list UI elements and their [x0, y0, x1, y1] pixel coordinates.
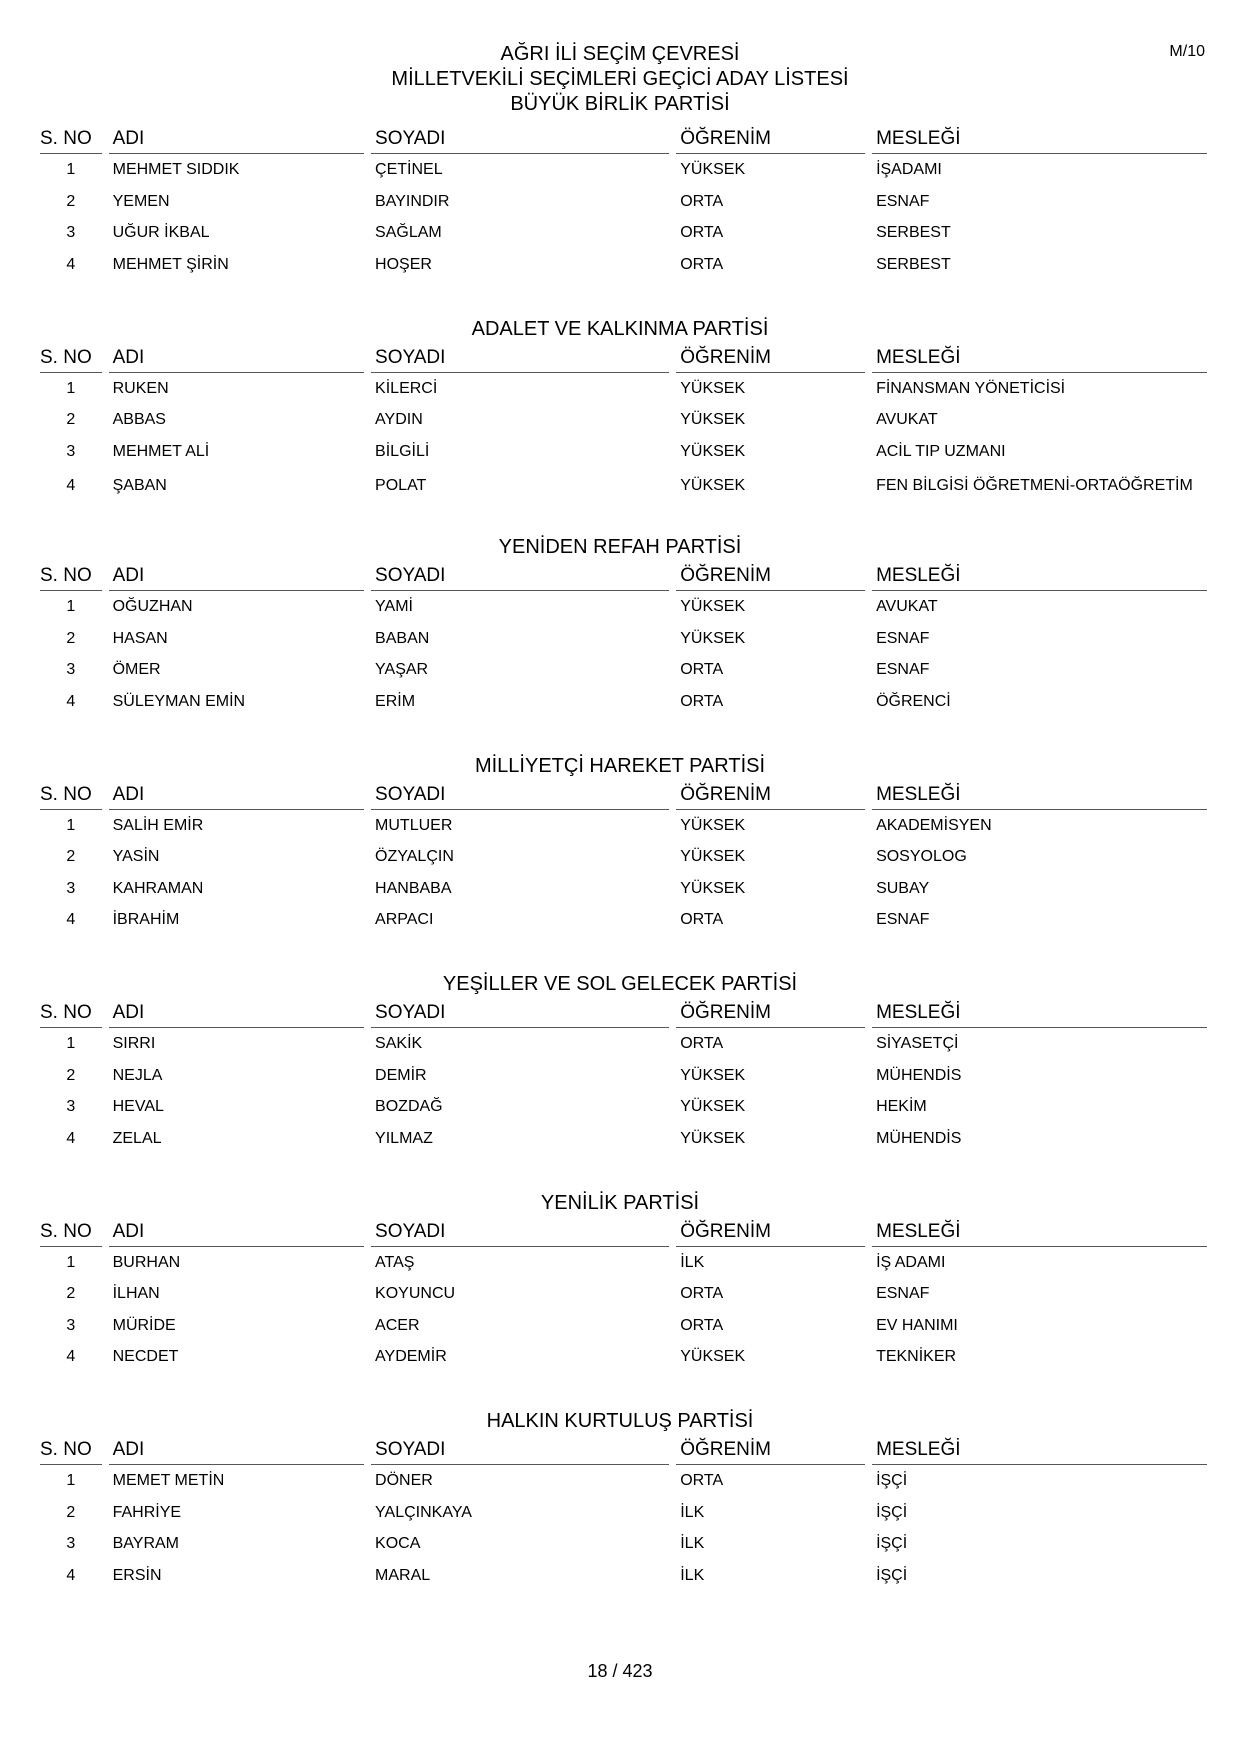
column-header-meslek: MESLEĞİ — [872, 1437, 1207, 1465]
column-header-adi: ADI — [109, 782, 364, 810]
cell-soyadi: YAMİ — [375, 598, 413, 616]
table-row — [40, 686, 1207, 718]
cell-ogrenim: YÜKSEK — [680, 848, 746, 866]
column-header-sno: S. NO — [40, 1437, 102, 1465]
cell-ogrenim: YÜKSEK — [680, 1098, 746, 1116]
cell-no: 1 — [66, 1472, 76, 1490]
cell-adi: BAYRAM — [112, 1535, 179, 1553]
cell-soyadi: DÖNER — [375, 1472, 433, 1490]
column-header-meslek: MESLEĞİ — [872, 782, 1207, 810]
table-row — [40, 467, 1207, 503]
cell-meslek: HEKİM — [876, 1098, 927, 1116]
candidate-table — [40, 345, 1207, 504]
cell-soyadi: YAŞAR — [375, 661, 429, 679]
column-header-sno: S. NO — [40, 126, 102, 154]
table-row — [40, 1465, 1207, 1497]
column-header-sno: S. NO — [40, 563, 102, 591]
cell-ogrenim: İLK — [680, 1566, 705, 1584]
candidate-table — [40, 126, 1207, 280]
candidate-table — [40, 1219, 1207, 1373]
cell-ogrenim: YÜKSEK — [680, 442, 746, 460]
cell-adi: FAHRİYE — [112, 1503, 182, 1521]
cell-soyadi: AYDEMİR — [375, 1348, 447, 1366]
cell-soyadi: AYDIN — [375, 411, 423, 429]
table-row — [40, 249, 1207, 281]
cell-adi: İBRAHİM — [112, 911, 180, 929]
table-row — [40, 436, 1207, 468]
cell-meslek: SERBEST — [876, 255, 951, 273]
party-section — [0, 754, 1240, 973]
cell-meslek: ESNAF — [876, 629, 930, 647]
cell-meslek: ESNAF — [876, 661, 930, 679]
cell-soyadi: ÇETİNEL — [375, 161, 443, 179]
table-row — [40, 1497, 1207, 1529]
cell-soyadi: MUTLUER — [375, 816, 453, 834]
column-header-adi: ADI — [109, 563, 364, 591]
page-number: 18 / 423 — [587, 1661, 653, 1681]
cell-adi: SALİH EMİR — [112, 816, 204, 834]
cell-adi: UĞUR İKBAL — [112, 224, 210, 242]
column-header-soyadi: SOYADI — [371, 1219, 669, 1247]
cell-ogrenim: YÜKSEK — [680, 598, 746, 616]
table-row — [40, 810, 1207, 842]
cell-meslek: SİYASETÇİ — [876, 1035, 959, 1053]
cell-no: 1 — [66, 816, 76, 834]
cell-ogrenim: İLK — [680, 1253, 705, 1271]
table-row — [40, 373, 1207, 405]
cell-ogrenim: ORTA — [680, 692, 724, 710]
cell-adi: HEVAL — [112, 1098, 164, 1116]
cell-ogrenim: ORTA — [680, 1035, 724, 1053]
cell-no: 4 — [66, 911, 76, 929]
cell-soyadi: ATAŞ — [375, 1253, 415, 1271]
cell-no: 3 — [66, 879, 76, 897]
cell-meslek: İŞÇİ — [876, 1472, 908, 1490]
cell-soyadi: ERİM — [375, 692, 416, 710]
cell-ogrenim: ORTA — [680, 224, 724, 242]
table-header — [40, 1219, 1207, 1247]
cell-no: 2 — [66, 1285, 76, 1303]
cell-meslek: İŞÇİ — [876, 1566, 908, 1584]
party-sections — [0, 98, 1240, 1628]
header-line-3: BÜYÜK BİRLİK PARTİSİ — [510, 93, 730, 115]
cell-adi: SÜLEYMAN EMİN — [112, 692, 246, 710]
cell-no: 1 — [66, 379, 76, 397]
cell-no: 2 — [66, 848, 76, 866]
candidate-table — [40, 1437, 1207, 1591]
cell-ogrenim: YÜKSEK — [680, 816, 746, 834]
column-header-sno: S. NO — [40, 1000, 102, 1028]
table-row — [40, 1341, 1207, 1373]
header-line-1: AĞRI İLİ SEÇİM ÇEVRESİ — [500, 43, 740, 65]
column-header-meslek: MESLEĞİ — [872, 1219, 1207, 1247]
table-row — [40, 1091, 1207, 1123]
cell-ogrenim: YÜKSEK — [680, 411, 746, 429]
column-header-ogrenim: ÖĞRENİM — [676, 126, 865, 154]
cell-ogrenim: YÜKSEK — [680, 1066, 746, 1084]
cell-no: 1 — [66, 1253, 76, 1271]
column-header-ogrenim: ÖĞRENİM — [676, 782, 865, 810]
cell-no: 2 — [66, 411, 76, 429]
cell-no: 3 — [66, 1316, 76, 1334]
table-row — [40, 841, 1207, 873]
cell-adi: ABBAS — [112, 411, 166, 429]
cell-ogrenim: YÜKSEK — [680, 476, 746, 494]
party-title: MİLLİYETÇİ HAREKET PARTİSİ — [474, 754, 766, 777]
cell-adi: KAHRAMAN — [112, 879, 204, 897]
table-header — [40, 1437, 1207, 1465]
column-header-meslek: MESLEĞİ — [872, 1000, 1207, 1028]
cell-soyadi: BAYINDIR — [375, 192, 450, 210]
column-header-ogrenim: ÖĞRENİM — [676, 345, 865, 373]
cell-adi: MÜRİDE — [112, 1316, 176, 1334]
cell-soyadi: KOYUNCU — [375, 1285, 456, 1303]
table-header — [40, 563, 1207, 591]
column-header-soyadi: SOYADI — [371, 782, 669, 810]
table-header — [40, 1000, 1207, 1028]
column-header-ogrenim: ÖĞRENİM — [676, 563, 865, 591]
candidate-table — [40, 563, 1207, 717]
cell-ogrenim: YÜKSEK — [680, 379, 746, 397]
cell-soyadi: ARPACI — [375, 911, 434, 929]
table-row — [40, 1060, 1207, 1092]
column-header-adi: ADI — [109, 345, 364, 373]
cell-soyadi: ACER — [375, 1316, 420, 1334]
party-section — [0, 317, 1240, 536]
cell-meslek: İŞÇİ — [876, 1503, 908, 1521]
party-section — [0, 535, 1240, 754]
cell-meslek: AVUKAT — [876, 411, 938, 429]
cell-adi: HASAN — [112, 629, 168, 647]
cell-soyadi: SAKİK — [375, 1035, 423, 1053]
cell-adi: MEHMET SIDDIK — [112, 161, 240, 179]
cell-adi: RUKEN — [112, 379, 169, 397]
cell-meslek: FİNANSMAN YÖNETİCİSİ — [876, 379, 1066, 397]
table-row — [40, 873, 1207, 905]
cell-meslek: FEN BİLGİSİ ÖĞRETMENİ-ORTAÖĞRETİM — [876, 476, 1193, 494]
cell-soyadi: YILMAZ — [375, 1129, 433, 1147]
cell-meslek: ESNAF — [876, 1285, 930, 1303]
cell-meslek: ESNAF — [876, 192, 930, 210]
cell-soyadi: KİLERCİ — [375, 379, 438, 397]
cell-meslek: İŞÇİ — [876, 1535, 908, 1553]
table-header — [40, 126, 1207, 154]
table-row — [40, 654, 1207, 686]
table-row — [40, 1560, 1207, 1592]
column-header-soyadi: SOYADI — [371, 345, 669, 373]
cell-no: 4 — [66, 1566, 76, 1584]
column-header-adi: ADI — [109, 1219, 364, 1247]
page-code: M/10 — [1169, 43, 1205, 60]
cell-no: 3 — [66, 1098, 76, 1116]
party-title: YENİLİK PARTİSİ — [540, 1191, 700, 1214]
column-header-sno: S. NO — [40, 782, 102, 810]
cell-no: 3 — [66, 442, 76, 460]
table-row — [40, 217, 1207, 249]
cell-meslek: İŞ ADAMI — [876, 1253, 946, 1271]
table-header — [40, 345, 1207, 373]
cell-ogrenim: YÜKSEK — [680, 879, 746, 897]
table-row — [40, 154, 1207, 186]
cell-meslek: SOSYOLOG — [876, 848, 967, 866]
column-header-soyadi: SOYADI — [371, 563, 669, 591]
cell-soyadi: YALÇINKAYA — [375, 1503, 472, 1521]
cell-adi: MEHMET ŞİRİN — [112, 255, 229, 273]
table-row — [40, 904, 1207, 936]
cell-no: 4 — [66, 1348, 76, 1366]
table-row — [40, 623, 1207, 655]
cell-meslek: AVUKAT — [876, 598, 938, 616]
table-row — [40, 404, 1207, 436]
cell-adi: YASİN — [112, 848, 160, 866]
cell-no: 4 — [66, 1129, 76, 1147]
cell-no: 3 — [66, 661, 76, 679]
cell-adi: ZELAL — [112, 1129, 162, 1147]
cell-soyadi: POLAT — [375, 476, 427, 494]
candidate-table — [40, 782, 1207, 936]
cell-ogrenim: ORTA — [680, 255, 724, 273]
column-header-sno: S. NO — [40, 1219, 102, 1247]
cell-no: 1 — [66, 161, 76, 179]
party-section — [0, 98, 1240, 317]
party-section — [0, 1191, 1240, 1410]
table-row — [40, 1278, 1207, 1310]
column-header-meslek: MESLEĞİ — [872, 126, 1207, 154]
cell-soyadi: SAĞLAM — [375, 224, 442, 242]
cell-adi: İLHAN — [112, 1285, 160, 1303]
column-header-ogrenim: ÖĞRENİM — [676, 1000, 865, 1028]
column-header-ogrenim: ÖĞRENİM — [676, 1437, 865, 1465]
cell-meslek: İŞADAMI — [876, 161, 942, 179]
cell-no: 1 — [66, 598, 76, 616]
cell-ogrenim: YÜKSEK — [680, 1348, 746, 1366]
table-row — [40, 1028, 1207, 1060]
cell-no: 3 — [66, 1535, 76, 1553]
party-section — [0, 972, 1240, 1191]
cell-no: 4 — [66, 476, 76, 494]
cell-adi: NECDET — [112, 1348, 179, 1366]
cell-no: 2 — [66, 1066, 76, 1084]
cell-soyadi: HANBABA — [375, 879, 452, 897]
cell-no: 2 — [66, 192, 76, 210]
cell-meslek: MÜHENDİS — [876, 1066, 962, 1084]
cell-meslek: SUBAY — [876, 879, 930, 897]
cell-ogrenim: ORTA — [680, 1472, 724, 1490]
cell-meslek: ESNAF — [876, 911, 930, 929]
cell-meslek: ACİL TIP UZMANI — [876, 442, 1006, 460]
table-row — [40, 186, 1207, 218]
party-title: HALKIN KURTULUŞ PARTİSİ — [486, 1410, 754, 1432]
column-header-ogrenim: ÖĞRENİM — [676, 1219, 865, 1247]
cell-meslek: EV HANIMI — [876, 1316, 958, 1334]
table-row — [40, 1528, 1207, 1560]
header-line-2: MİLLETVEKİLİ SEÇİMLERİ GEÇİCİ ADAY LİSTESİ — [391, 68, 849, 90]
cell-adi: NEJLA — [112, 1066, 163, 1084]
cell-meslek: ÖĞRENCİ — [876, 692, 951, 710]
cell-soyadi: BİLGİLİ — [375, 442, 430, 460]
cell-soyadi: BABAN — [375, 629, 430, 647]
cell-adi: ÖMER — [112, 661, 161, 679]
cell-no: 3 — [66, 224, 76, 242]
column-header-soyadi: SOYADI — [371, 1000, 669, 1028]
table-header — [40, 782, 1207, 810]
cell-ogrenim: ORTA — [680, 911, 724, 929]
cell-ogrenim: ORTA — [680, 1316, 724, 1334]
cell-soyadi: ÖZYALÇIN — [375, 848, 454, 866]
cell-no: 1 — [66, 1035, 76, 1053]
candidate-table — [40, 1000, 1207, 1154]
cell-soyadi: HOŞER — [375, 255, 432, 273]
cell-ogrenim: ORTA — [680, 192, 724, 210]
column-header-soyadi: SOYADI — [371, 126, 669, 154]
cell-ogrenim: YÜKSEK — [680, 1129, 746, 1147]
cell-ogrenim: YÜKSEK — [680, 629, 746, 647]
cell-soyadi: MARAL — [375, 1566, 431, 1584]
cell-adi: OĞUZHAN — [112, 598, 193, 616]
party-title: YENİDEN REFAH PARTİSİ — [498, 536, 742, 558]
cell-adi: ŞABAN — [112, 476, 167, 494]
cell-no: 2 — [66, 629, 76, 647]
cell-ogrenim: YÜKSEK — [680, 161, 746, 179]
table-row — [40, 591, 1207, 623]
cell-meslek: AKADEMİSYEN — [876, 816, 992, 834]
cell-no: 4 — [66, 255, 76, 273]
column-header-adi: ADI — [109, 1437, 364, 1465]
cell-adi: YEMEN — [112, 192, 170, 210]
cell-no: 4 — [66, 692, 76, 710]
cell-ogrenim: İLK — [680, 1535, 705, 1553]
column-header-soyadi: SOYADI — [371, 1437, 669, 1465]
column-header-sno: S. NO — [40, 345, 102, 373]
cell-soyadi: KOCA — [375, 1535, 421, 1553]
cell-meslek: SERBEST — [876, 224, 951, 242]
party-section — [0, 1409, 1240, 1628]
cell-adi: MEMET METİN — [112, 1472, 225, 1490]
cell-soyadi: DEMİR — [375, 1066, 427, 1084]
column-header-adi: ADI — [109, 1000, 364, 1028]
cell-meslek: TEKNİKER — [876, 1348, 957, 1366]
cell-adi: BURHAN — [112, 1253, 181, 1271]
column-header-meslek: MESLEĞİ — [872, 563, 1207, 591]
party-title: ADALET VE KALKINMA PARTİSİ — [471, 317, 769, 340]
cell-no: 2 — [66, 1503, 76, 1521]
party-title: YEŞİLLER VE SOL GELECEK PARTİSİ — [442, 973, 798, 995]
cell-ogrenim: ORTA — [680, 661, 724, 679]
cell-adi: SIRRI — [112, 1035, 156, 1053]
cell-adi: ERSİN — [112, 1566, 162, 1584]
cell-soyadi: BOZDAĞ — [375, 1098, 443, 1116]
cell-adi: MEHMET ALİ — [112, 442, 210, 460]
table-row — [40, 1310, 1207, 1342]
cell-ogrenim: İLK — [680, 1503, 705, 1521]
table-row — [40, 1123, 1207, 1155]
column-header-meslek: MESLEĞİ — [872, 345, 1207, 373]
table-row — [40, 1247, 1207, 1279]
cell-meslek: MÜHENDİS — [876, 1129, 962, 1147]
column-header-adi: ADI — [109, 126, 364, 154]
cell-ogrenim: ORTA — [680, 1285, 724, 1303]
